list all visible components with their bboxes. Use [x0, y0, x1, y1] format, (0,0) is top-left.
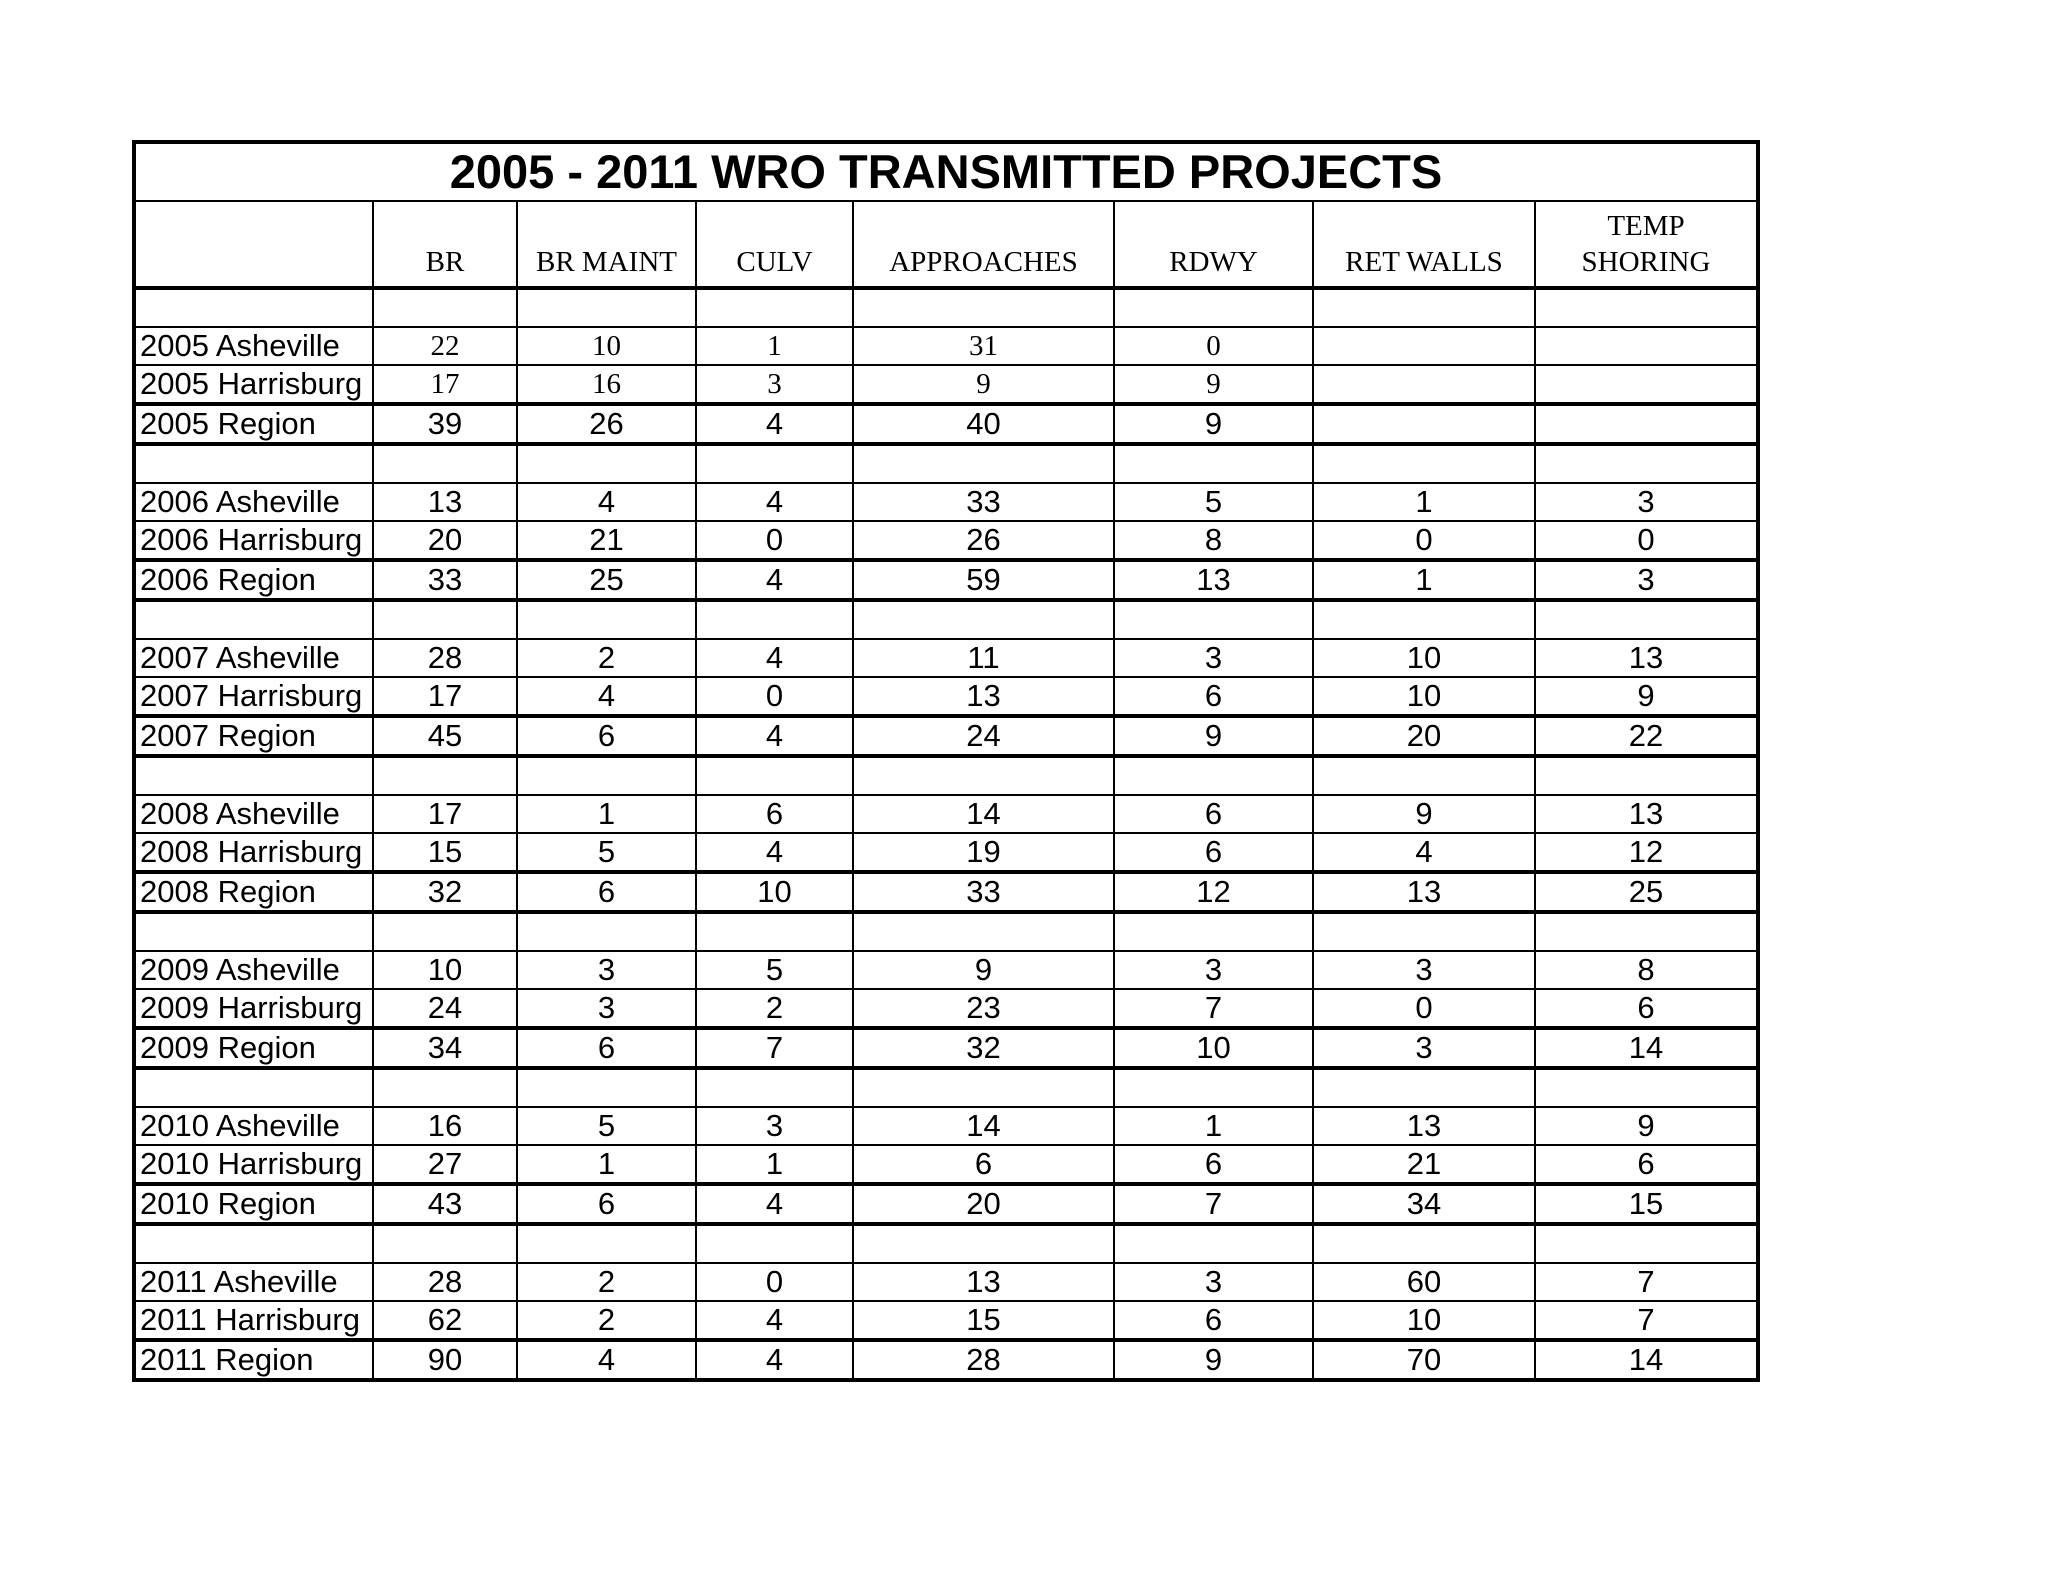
value-cell: 5 — [696, 951, 853, 989]
empty-cell — [853, 288, 1114, 327]
value-cell: 0 — [696, 1263, 853, 1301]
empty-cell — [853, 1224, 1114, 1263]
value-cell: 4 — [517, 677, 696, 716]
empty-cell — [1114, 288, 1313, 327]
value-cell: 11 — [853, 639, 1114, 677]
empty-cell — [373, 1224, 517, 1263]
value-cell: 13 — [1114, 560, 1313, 600]
value-cell: 14 — [853, 795, 1114, 833]
value-cell: 40 — [853, 404, 1114, 444]
spacer-row — [134, 288, 1758, 327]
value-cell: 17 — [373, 677, 517, 716]
region-total-row — [134, 872, 1758, 912]
value-cell: 13 — [1535, 639, 1758, 677]
empty-cell — [696, 912, 853, 951]
value-cell: 60 — [1313, 1263, 1535, 1301]
spacer-row — [134, 1224, 1758, 1263]
region-total-row — [134, 1340, 1758, 1380]
value-cell: 0 — [696, 677, 853, 716]
value-cell: 3 — [1535, 483, 1758, 521]
value-cell: 5 — [517, 833, 696, 872]
empty-cell — [853, 756, 1114, 795]
table-row — [134, 1107, 1758, 1145]
value-cell: 0 — [696, 521, 853, 560]
value-cell: 8 — [1535, 951, 1758, 989]
value-cell: 62 — [373, 1301, 517, 1340]
row-label: 2006 Harrisburg — [134, 521, 373, 560]
row-label: 2005 Region — [134, 404, 373, 444]
value-cell: 0 — [1114, 327, 1313, 365]
column-header-br: BR — [373, 201, 517, 288]
value-cell: 6 — [517, 872, 696, 912]
value-cell: 10 — [373, 951, 517, 989]
region-total-row — [134, 1184, 1758, 1224]
value-cell: 0 — [1313, 989, 1535, 1028]
value-cell: 13 — [1535, 795, 1758, 833]
table-row — [134, 639, 1758, 677]
value-cell: 14 — [853, 1107, 1114, 1145]
value-cell: 20 — [853, 1184, 1114, 1224]
table-row — [134, 795, 1758, 833]
empty-cell — [1114, 600, 1313, 639]
value-cell: 26 — [853, 521, 1114, 560]
empty-cell — [134, 1224, 373, 1263]
empty-cell — [134, 1068, 373, 1107]
empty-cell — [517, 444, 696, 483]
region-total-row — [134, 404, 1758, 444]
value-cell: 13 — [853, 677, 1114, 716]
table-title: 2005 - 2011 WRO TRANSMITTED PROJECTS — [134, 142, 1758, 201]
empty-cell — [373, 756, 517, 795]
value-cell: 25 — [1535, 872, 1758, 912]
value-cell: 12 — [1114, 872, 1313, 912]
value-cell: 9 — [1114, 404, 1313, 444]
value-cell: 13 — [373, 483, 517, 521]
value-cell: 33 — [373, 560, 517, 600]
row-label: 2009 Region — [134, 1028, 373, 1068]
empty-cell — [1313, 444, 1535, 483]
value-cell: 43 — [373, 1184, 517, 1224]
empty-cell — [1313, 912, 1535, 951]
value-cell: 13 — [1313, 1107, 1535, 1145]
row-label: 2005 Harrisburg — [134, 365, 373, 404]
value-cell: 17 — [373, 365, 517, 404]
value-cell: 4 — [517, 483, 696, 521]
value-cell: 2 — [517, 639, 696, 677]
empty-cell — [134, 288, 373, 327]
empty-cell — [1535, 600, 1758, 639]
value-cell: 7 — [1535, 1263, 1758, 1301]
value-cell: 21 — [517, 521, 696, 560]
value-cell: 28 — [373, 1263, 517, 1301]
column-header-approaches: APPROACHES — [853, 201, 1114, 288]
region-total-row — [134, 560, 1758, 600]
value-cell: 15 — [1535, 1184, 1758, 1224]
value-cell: 4 — [696, 560, 853, 600]
value-cell: 5 — [1114, 483, 1313, 521]
value-cell: 10 — [517, 327, 696, 365]
value-cell: 2 — [517, 1263, 696, 1301]
region-total-row — [134, 1028, 1758, 1068]
empty-cell — [1313, 1068, 1535, 1107]
value-cell: 4 — [696, 716, 853, 756]
value-cell: 4 — [517, 1340, 696, 1380]
empty-cell — [373, 600, 517, 639]
value-cell: 10 — [1313, 639, 1535, 677]
value-cell: 13 — [1313, 872, 1535, 912]
empty-cell — [1114, 912, 1313, 951]
spacer-row — [134, 756, 1758, 795]
value-cell: 13 — [853, 1263, 1114, 1301]
value-cell: 4 — [696, 639, 853, 677]
value-cell: 3 — [696, 365, 853, 404]
value-cell: 0 — [1313, 521, 1535, 560]
value-cell: 1 — [1313, 560, 1535, 600]
value-cell: 1 — [1114, 1107, 1313, 1145]
value-cell: 10 — [1313, 1301, 1535, 1340]
table-row — [134, 1263, 1758, 1301]
value-cell: 1 — [696, 1145, 853, 1184]
value-cell: 9 — [1114, 716, 1313, 756]
table-row — [134, 677, 1758, 716]
projects-table — [132, 140, 1760, 1382]
value-cell: 20 — [373, 521, 517, 560]
value-cell — [1535, 404, 1758, 444]
region-total-row — [134, 716, 1758, 756]
empty-cell — [1114, 756, 1313, 795]
value-cell: 15 — [373, 833, 517, 872]
row-label: 2009 Asheville — [134, 951, 373, 989]
value-cell: 0 — [1535, 521, 1758, 560]
value-cell: 9 — [853, 365, 1114, 404]
value-cell: 3 — [1114, 1263, 1313, 1301]
value-cell: 1 — [517, 1145, 696, 1184]
column-header-empty — [134, 201, 373, 288]
column-header-rdwy: RDWY — [1114, 201, 1313, 288]
empty-cell — [517, 912, 696, 951]
empty-cell — [517, 756, 696, 795]
empty-cell — [1313, 288, 1535, 327]
empty-cell — [696, 756, 853, 795]
value-cell — [1535, 365, 1758, 404]
value-cell: 20 — [1313, 716, 1535, 756]
empty-cell — [373, 1068, 517, 1107]
value-cell: 3 — [517, 951, 696, 989]
value-cell: 6 — [1114, 677, 1313, 716]
empty-cell — [1313, 600, 1535, 639]
value-cell: 2 — [517, 1301, 696, 1340]
value-cell: 6 — [517, 1184, 696, 1224]
value-cell: 6 — [853, 1145, 1114, 1184]
empty-cell — [1535, 912, 1758, 951]
value-cell: 22 — [1535, 716, 1758, 756]
value-cell: 3 — [517, 989, 696, 1028]
empty-cell — [1535, 1068, 1758, 1107]
row-label: 2011 Harrisburg — [134, 1301, 373, 1340]
value-cell: 26 — [517, 404, 696, 444]
empty-cell — [1114, 1068, 1313, 1107]
value-cell: 27 — [373, 1145, 517, 1184]
value-cell: 5 — [517, 1107, 696, 1145]
value-cell: 59 — [853, 560, 1114, 600]
value-cell: 7 — [696, 1028, 853, 1068]
table-row — [134, 833, 1758, 872]
value-cell — [1313, 404, 1535, 444]
empty-cell — [134, 600, 373, 639]
empty-cell — [1313, 1224, 1535, 1263]
empty-cell — [373, 288, 517, 327]
empty-cell — [1535, 756, 1758, 795]
value-cell: 28 — [853, 1340, 1114, 1380]
row-label: 2009 Harrisburg — [134, 989, 373, 1028]
row-label: 2011 Asheville — [134, 1263, 373, 1301]
value-cell: 4 — [696, 1340, 853, 1380]
empty-cell — [696, 444, 853, 483]
row-label: 2011 Region — [134, 1340, 373, 1380]
empty-cell — [373, 444, 517, 483]
empty-cell — [696, 288, 853, 327]
value-cell: 4 — [696, 483, 853, 521]
column-header-culv: CULV — [696, 201, 853, 288]
empty-cell — [853, 444, 1114, 483]
empty-cell — [517, 1224, 696, 1263]
column-header-br-maint: BR MAINT — [517, 201, 696, 288]
spacer-row — [134, 912, 1758, 951]
empty-cell — [853, 600, 1114, 639]
value-cell: 3 — [1535, 560, 1758, 600]
value-cell — [1313, 365, 1535, 404]
value-cell: 10 — [1313, 677, 1535, 716]
value-cell: 6 — [1114, 1301, 1313, 1340]
table-row — [134, 1145, 1758, 1184]
value-cell: 9 — [1535, 1107, 1758, 1145]
header-row — [134, 201, 1758, 288]
value-cell: 3 — [1114, 639, 1313, 677]
row-label: 2006 Region — [134, 560, 373, 600]
row-label: 2006 Asheville — [134, 483, 373, 521]
empty-cell — [1114, 444, 1313, 483]
value-cell: 6 — [1114, 833, 1313, 872]
row-label: 2010 Region — [134, 1184, 373, 1224]
empty-cell — [517, 1068, 696, 1107]
value-cell: 7 — [1114, 989, 1313, 1028]
empty-cell — [1535, 288, 1758, 327]
value-cell: 34 — [373, 1028, 517, 1068]
value-cell: 6 — [1535, 989, 1758, 1028]
row-label: 2007 Asheville — [134, 639, 373, 677]
value-cell: 3 — [1313, 1028, 1535, 1068]
value-cell: 1 — [696, 327, 853, 365]
value-cell: 24 — [853, 716, 1114, 756]
row-label: 2008 Harrisburg — [134, 833, 373, 872]
empty-cell — [134, 912, 373, 951]
empty-cell — [134, 756, 373, 795]
value-cell: 3 — [1313, 951, 1535, 989]
value-cell: 25 — [517, 560, 696, 600]
row-label: 2010 Asheville — [134, 1107, 373, 1145]
value-cell: 7 — [1535, 1301, 1758, 1340]
value-cell: 21 — [1313, 1145, 1535, 1184]
empty-cell — [853, 912, 1114, 951]
value-cell: 6 — [517, 1028, 696, 1068]
row-label: 2005 Asheville — [134, 327, 373, 365]
spacer-row — [134, 1068, 1758, 1107]
value-cell: 7 — [1114, 1184, 1313, 1224]
value-cell — [1535, 327, 1758, 365]
row-label: 2007 Region — [134, 716, 373, 756]
value-cell: 1 — [1313, 483, 1535, 521]
value-cell: 45 — [373, 716, 517, 756]
value-cell: 3 — [696, 1107, 853, 1145]
value-cell: 6 — [1114, 1145, 1313, 1184]
value-cell: 22 — [373, 327, 517, 365]
value-cell: 14 — [1535, 1028, 1758, 1068]
value-cell: 15 — [853, 1301, 1114, 1340]
value-cell: 33 — [853, 483, 1114, 521]
value-cell: 9 — [1114, 1340, 1313, 1380]
value-cell: 4 — [696, 1184, 853, 1224]
value-cell: 8 — [1114, 521, 1313, 560]
value-cell: 6 — [696, 795, 853, 833]
value-cell: 2 — [696, 989, 853, 1028]
value-cell: 17 — [373, 795, 517, 833]
value-cell: 23 — [853, 989, 1114, 1028]
row-label: 2008 Asheville — [134, 795, 373, 833]
empty-cell — [517, 288, 696, 327]
table-row — [134, 951, 1758, 989]
empty-cell — [1535, 1224, 1758, 1263]
value-cell: 1 — [517, 795, 696, 833]
value-cell: 33 — [853, 872, 1114, 912]
row-label: 2010 Harrisburg — [134, 1145, 373, 1184]
value-cell: 70 — [1313, 1340, 1535, 1380]
value-cell: 32 — [373, 872, 517, 912]
value-cell: 10 — [1114, 1028, 1313, 1068]
value-cell: 28 — [373, 639, 517, 677]
value-cell: 6 — [1114, 795, 1313, 833]
empty-cell — [517, 600, 696, 639]
value-cell: 31 — [853, 327, 1114, 365]
empty-cell — [696, 1224, 853, 1263]
empty-cell — [696, 1068, 853, 1107]
table-row — [134, 483, 1758, 521]
table-row — [134, 327, 1758, 365]
column-header-temp-shoring: TEMP SHORING — [1535, 201, 1758, 288]
row-label: 2007 Harrisburg — [134, 677, 373, 716]
table-row — [134, 521, 1758, 560]
table-row — [134, 989, 1758, 1028]
value-cell: 32 — [853, 1028, 1114, 1068]
value-cell: 14 — [1535, 1340, 1758, 1380]
value-cell: 39 — [373, 404, 517, 444]
value-cell: 16 — [373, 1107, 517, 1145]
value-cell: 6 — [1535, 1145, 1758, 1184]
value-cell: 34 — [1313, 1184, 1535, 1224]
value-cell: 9 — [1313, 795, 1535, 833]
value-cell: 4 — [696, 404, 853, 444]
empty-cell — [853, 1068, 1114, 1107]
value-cell: 90 — [373, 1340, 517, 1380]
value-cell: 3 — [1114, 951, 1313, 989]
value-cell: 10 — [696, 872, 853, 912]
spacer-row — [134, 444, 1758, 483]
value-cell: 19 — [853, 833, 1114, 872]
table-row — [134, 1301, 1758, 1340]
empty-cell — [1114, 1224, 1313, 1263]
value-cell: 9 — [1114, 365, 1313, 404]
value-cell: 6 — [517, 716, 696, 756]
value-cell: 12 — [1535, 833, 1758, 872]
spacer-row — [134, 600, 1758, 639]
column-header-ret-walls: RET WALLS — [1313, 201, 1535, 288]
value-cell: 4 — [696, 1301, 853, 1340]
empty-cell — [134, 444, 373, 483]
value-cell: 9 — [853, 951, 1114, 989]
value-cell: 9 — [1535, 677, 1758, 716]
row-label: 2008 Region — [134, 872, 373, 912]
empty-cell — [1535, 444, 1758, 483]
value-cell — [1313, 327, 1535, 365]
table-row — [134, 365, 1758, 404]
empty-cell — [1313, 756, 1535, 795]
value-cell: 4 — [696, 833, 853, 872]
empty-cell — [696, 600, 853, 639]
value-cell: 4 — [1313, 833, 1535, 872]
empty-cell — [373, 912, 517, 951]
value-cell: 16 — [517, 365, 696, 404]
value-cell: 24 — [373, 989, 517, 1028]
